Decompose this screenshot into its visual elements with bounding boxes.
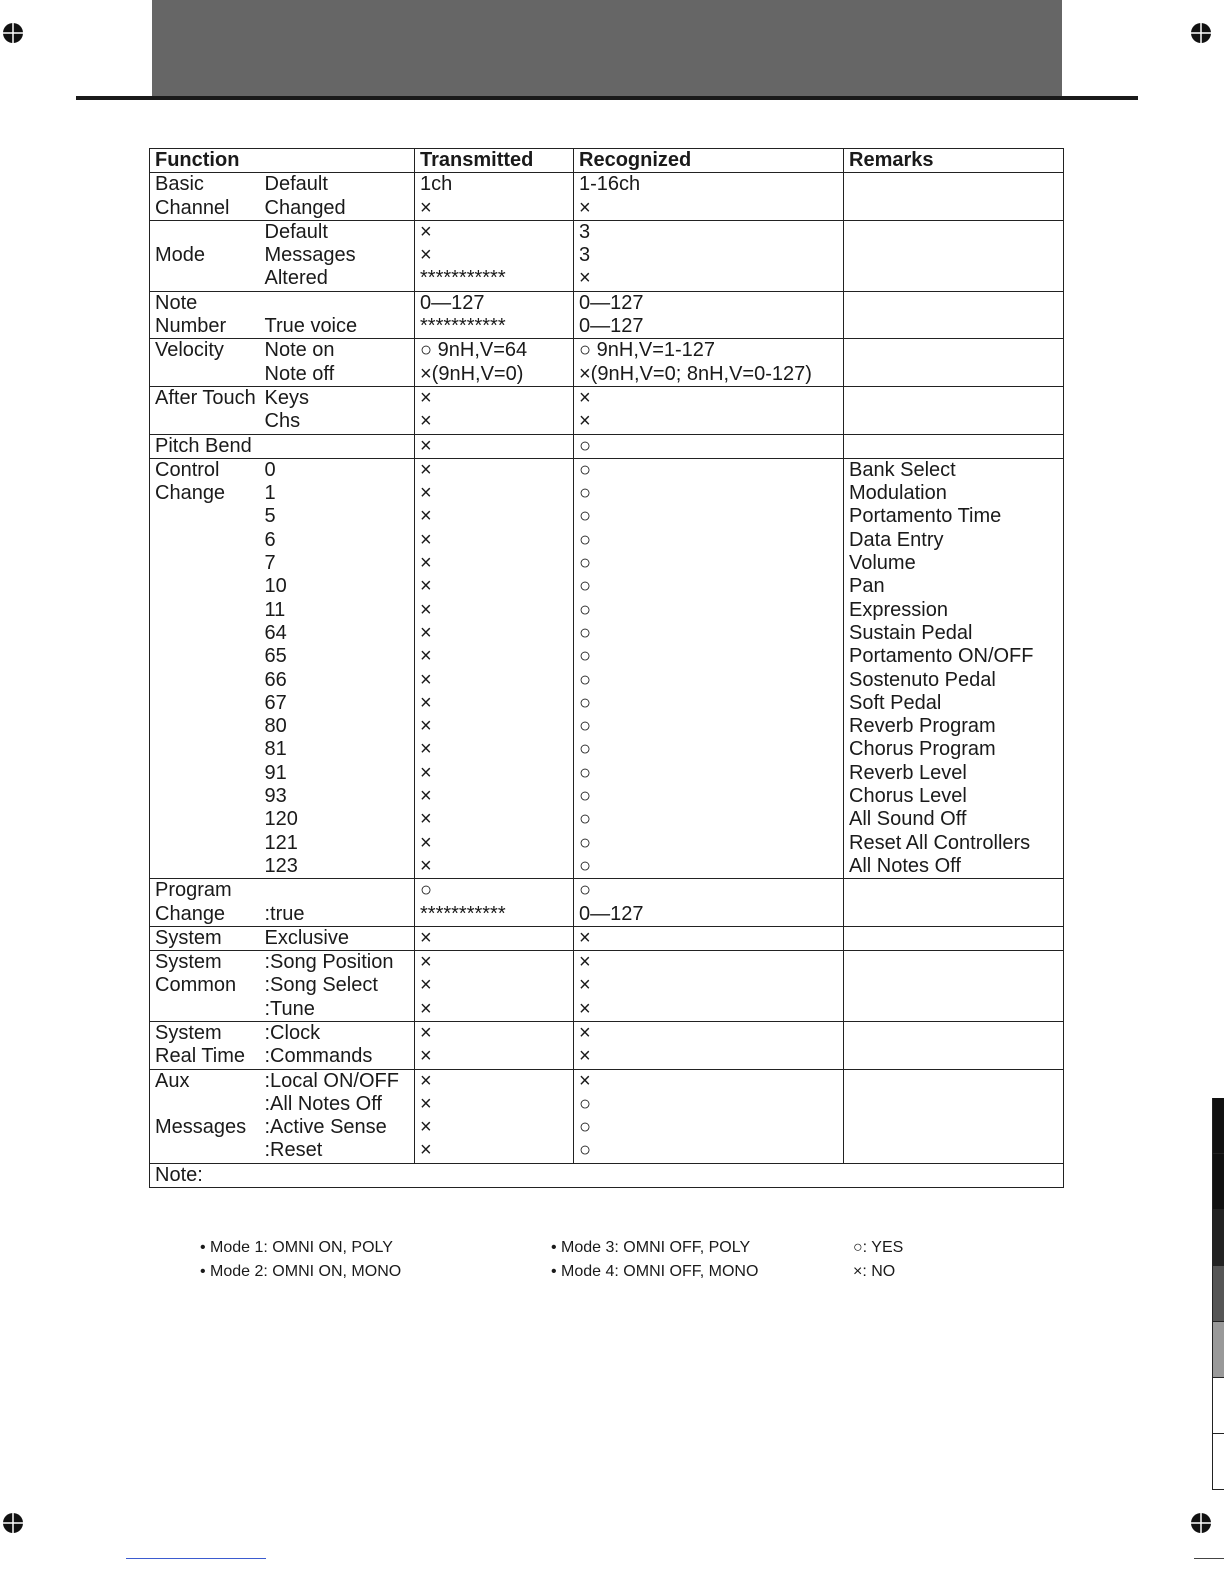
function-cell: Number	[150, 315, 260, 339]
table-row	[150, 692, 1064, 715]
function-cell	[150, 738, 260, 761]
remarks-cell	[844, 1139, 1064, 1163]
table-row	[150, 1021, 1064, 1045]
table-row	[150, 552, 1064, 575]
chapter-tab	[1212, 1266, 1224, 1322]
subfunction-cell: 66	[264, 668, 287, 691]
transmitted-cell: ×	[415, 951, 574, 975]
table-row	[150, 715, 1064, 738]
recognized-cell: 0—127	[574, 291, 844, 315]
table-row	[150, 903, 1064, 927]
remarks-cell: Sustain Pedal	[844, 622, 1064, 645]
remarks-cell: Portamento ON/OFF	[844, 645, 1064, 668]
function-cell	[150, 832, 260, 855]
function-cell	[150, 410, 260, 434]
transmitted-cell: ***********	[415, 903, 574, 927]
table-row	[150, 505, 1064, 528]
recognized-cell: ○	[574, 808, 844, 831]
table-row	[150, 291, 1064, 315]
table-row	[150, 951, 1064, 975]
table-group	[150, 386, 1064, 434]
remarks-cell: Sostenuto Pedal	[844, 669, 1064, 692]
table-row	[150, 575, 1064, 598]
chapter-tab	[1212, 1210, 1224, 1266]
recognized-cell: ○	[574, 645, 844, 668]
function-cell: After Touch	[150, 386, 260, 410]
transmitted-cell: ×	[415, 1069, 574, 1093]
recognized-cell: ×	[574, 998, 844, 1022]
table-row	[150, 458, 1064, 482]
recognized-cell: ○	[574, 832, 844, 855]
table-row	[150, 832, 1064, 855]
table-row	[150, 1093, 1064, 1116]
transmitted-cell: ×	[415, 692, 574, 715]
remarks-cell	[844, 315, 1064, 339]
table-row	[150, 173, 1064, 197]
table-row	[150, 645, 1064, 668]
function-cell	[150, 1139, 260, 1163]
recognized-cell: ○	[574, 692, 844, 715]
function-cell: Basic	[150, 173, 260, 197]
table-row	[150, 529, 1064, 552]
table-row	[150, 669, 1064, 692]
remarks-cell: Chorus Program	[844, 738, 1064, 761]
bullet-icon: •	[200, 1263, 211, 1280]
remarks-cell: Pan	[844, 575, 1064, 598]
table-row	[150, 386, 1064, 410]
transmitted-cell: ×	[415, 434, 574, 458]
recognized-cell: ○	[574, 879, 844, 903]
remarks-cell: Reverb Level	[844, 762, 1064, 785]
table-group	[150, 1069, 1064, 1163]
transmitted-cell: ×	[415, 832, 574, 855]
note-row	[150, 1163, 1064, 1187]
transmitted-cell: ×	[415, 1093, 574, 1116]
table-row	[150, 1116, 1064, 1139]
subfunction-cell: Note on	[264, 339, 335, 362]
table-row	[150, 1045, 1064, 1069]
function-cell: Program	[150, 879, 260, 903]
table-row	[150, 1069, 1064, 1093]
registration-mark-icon	[1189, 21, 1213, 45]
transmitted-cell: ×	[415, 197, 574, 221]
function-cell	[150, 645, 260, 668]
header-remarks: Remarks	[844, 149, 1064, 173]
midi-implementation-table	[149, 148, 1064, 1188]
registration-mark-icon	[1, 21, 25, 45]
function-cell	[150, 998, 260, 1022]
remarks-cell: Volume	[844, 552, 1064, 575]
bullet-icon: •	[551, 1239, 562, 1256]
remarks-cell	[844, 1045, 1064, 1069]
table-row	[150, 244, 1064, 267]
chapter-tab	[1212, 1434, 1224, 1490]
subfunction-cell: 0	[264, 458, 276, 481]
recognized-cell: 3	[574, 244, 844, 267]
remarks-cell	[844, 410, 1064, 434]
remarks-cell	[844, 1069, 1064, 1093]
recognized-cell: 3	[574, 220, 844, 244]
remarks-cell	[844, 244, 1064, 267]
transmitted-cell: ×	[415, 482, 574, 505]
remarks-cell	[844, 386, 1064, 410]
recognized-cell: 0—127	[574, 315, 844, 339]
subfunction-cell: 120	[264, 808, 298, 831]
recognized-cell: ○	[574, 505, 844, 528]
subfunction-cell: Keys	[264, 386, 309, 409]
subfunction-cell: 10	[264, 575, 287, 598]
table-row	[150, 410, 1064, 434]
function-cell: Channel	[150, 197, 260, 221]
subfunction-cell: Default	[264, 220, 328, 243]
transmitted-cell: ×	[415, 220, 574, 244]
function-cell	[150, 669, 260, 692]
recognized-cell: ○	[574, 738, 844, 761]
table-row	[150, 363, 1064, 387]
remarks-cell: All Sound Off	[844, 808, 1064, 831]
function-cell: Aux	[150, 1069, 260, 1093]
bullet-icon: •	[551, 1263, 562, 1280]
table-row	[150, 434, 1064, 458]
table-group	[150, 926, 1064, 950]
transmitted-cell: ○ 9nH,V=64	[415, 339, 574, 363]
function-cell: Common	[150, 974, 260, 997]
recognized-cell: 0—127	[574, 903, 844, 927]
transmitted-cell: ×	[415, 808, 574, 831]
table-group	[150, 1021, 1064, 1069]
recognized-cell: ○	[574, 669, 844, 692]
subfunction-cell: :Tune	[264, 997, 315, 1020]
subfunction-cell: 6	[264, 528, 276, 551]
table-row	[150, 315, 1064, 339]
subfunction-cell: 121	[264, 831, 298, 854]
recognized-cell: ×	[574, 1045, 844, 1069]
remarks-cell	[844, 267, 1064, 291]
header-recognized: Recognized	[574, 149, 844, 173]
function-cell: Change	[150, 482, 260, 505]
subfunction-cell: 11	[264, 598, 286, 621]
subfunction-cell: True voice	[264, 315, 358, 338]
table-row	[150, 622, 1064, 645]
footer-rule	[1194, 1558, 1224, 1559]
function-cell: Pitch Bend	[150, 434, 260, 458]
registration-mark-icon	[1, 1511, 25, 1535]
recognized-cell: ○	[574, 434, 844, 458]
remarks-cell: Reverb Program	[844, 715, 1064, 738]
table-row	[150, 220, 1064, 244]
remarks-cell	[844, 291, 1064, 315]
recognized-cell: ○	[574, 762, 844, 785]
legend-mode-2: • Mode 2: OMNI ON, MONO	[200, 1263, 402, 1280]
table-row	[150, 1139, 1064, 1163]
transmitted-cell: ×	[415, 974, 574, 997]
table-group	[150, 291, 1064, 339]
function-cell: Control	[150, 458, 260, 482]
function-cell	[150, 1093, 260, 1116]
table-row	[150, 998, 1064, 1022]
recognized-cell: ×	[574, 410, 844, 434]
recognized-cell: ×(9nH,V=0; 8nH,V=0-127)	[574, 363, 844, 387]
table-group	[150, 220, 1064, 291]
transmitted-cell: ×	[415, 1045, 574, 1069]
transmitted-cell: ×	[415, 998, 574, 1022]
recognized-cell: ×	[574, 386, 844, 410]
recognized-cell: ×	[574, 926, 844, 950]
table-group	[150, 434, 1064, 458]
transmitted-cell: ×	[415, 599, 574, 622]
transmitted-cell: ×	[415, 505, 574, 528]
subfunction-cell: :Song Select	[264, 974, 378, 997]
chapter-tabs	[1212, 1098, 1224, 1490]
function-cell	[150, 715, 260, 738]
table-group	[150, 951, 1064, 1022]
transmitted-cell: ×	[415, 529, 574, 552]
subfunction-cell: 80	[264, 715, 287, 738]
remarks-cell	[844, 434, 1064, 458]
remarks-cell: Bank Select	[844, 458, 1064, 482]
recognized-cell: ○	[574, 599, 844, 622]
transmitted-cell: ×	[415, 715, 574, 738]
function-cell: System	[150, 1021, 260, 1045]
transmitted-cell: ×	[415, 386, 574, 410]
remarks-cell	[844, 339, 1064, 363]
function-cell	[150, 220, 260, 244]
legend-mode-4: • Mode 4: OMNI OFF, MONO	[551, 1263, 759, 1280]
transmitted-cell: ×	[415, 1021, 574, 1045]
legend-mode-1: • Mode 1: OMNI ON, POLY	[200, 1239, 393, 1256]
chapter-tab	[1212, 1378, 1224, 1434]
remarks-cell: All Notes Off	[844, 855, 1064, 879]
subfunction-cell: 81	[264, 738, 287, 761]
recognized-cell: ×	[574, 974, 844, 997]
remarks-cell: Expression	[844, 599, 1064, 622]
remarks-cell	[844, 1021, 1064, 1045]
remarks-cell: Modulation	[844, 482, 1064, 505]
recognized-cell: ○	[574, 785, 844, 808]
subfunction-cell: :Clock	[264, 1021, 321, 1044]
chapter-tab	[1212, 1154, 1224, 1210]
remarks-cell	[844, 197, 1064, 221]
chapter-tab	[1212, 1098, 1224, 1154]
table-group	[150, 339, 1064, 387]
transmitted-cell: ***********	[415, 315, 574, 339]
recognized-cell: ○	[574, 715, 844, 738]
transmitted-cell: ×	[415, 855, 574, 879]
recognized-cell: ○	[574, 1116, 844, 1139]
transmitted-cell: ×	[415, 552, 574, 575]
subfunction-cell: 93	[264, 785, 287, 808]
table-row	[150, 482, 1064, 505]
subfunction-cell: 64	[264, 621, 287, 644]
transmitted-cell: ×(9nH,V=0)	[415, 363, 574, 387]
subfunction-cell	[260, 434, 415, 458]
subfunction-cell: Chs	[264, 410, 301, 433]
table-row	[150, 738, 1064, 761]
transmitted-cell: ×	[415, 458, 574, 482]
transmitted-cell: ×	[415, 762, 574, 785]
transmitted-cell: ×	[415, 244, 574, 267]
registration-mark-icon	[1189, 1511, 1213, 1535]
subfunction-cell: 91	[264, 761, 287, 784]
recognized-cell: ○	[574, 482, 844, 505]
recognized-cell: ○	[574, 458, 844, 482]
header-rule	[76, 96, 1138, 100]
subfunction-cell: :Active Sense	[264, 1116, 387, 1139]
recognized-cell: ×	[574, 1021, 844, 1045]
remarks-cell	[844, 926, 1064, 950]
transmitted-cell: ○	[415, 879, 574, 903]
recognized-cell: ○	[574, 855, 844, 879]
remarks-cell	[844, 951, 1064, 975]
function-cell	[150, 267, 260, 291]
subfunction-cell: Note off	[264, 362, 335, 385]
remarks-cell	[844, 974, 1064, 997]
subfunction-cell: Default	[264, 173, 328, 196]
subfunction-cell: 67	[264, 691, 287, 714]
transmitted-cell: ×	[415, 785, 574, 808]
subfunction-cell	[260, 879, 415, 903]
table-group	[150, 879, 1064, 927]
table-group	[150, 173, 1064, 221]
recognized-cell: ×	[574, 197, 844, 221]
table-row	[150, 267, 1064, 291]
function-cell: Real Time	[150, 1045, 260, 1069]
table-row	[150, 808, 1064, 831]
remarks-cell	[844, 363, 1064, 387]
transmitted-cell: ×	[415, 1139, 574, 1163]
remarks-cell: Reset All Controllers	[844, 832, 1064, 855]
subfunction-cell: :Local ON/OFF	[264, 1069, 399, 1092]
table-row	[150, 339, 1064, 363]
header-function: Function	[150, 149, 415, 173]
function-cell	[150, 785, 260, 808]
table-group	[150, 458, 1064, 878]
remarks-cell	[844, 220, 1064, 244]
recognized-cell: ×	[574, 267, 844, 291]
function-cell	[150, 505, 260, 528]
remarks-cell: Data Entry	[844, 529, 1064, 552]
recognized-cell: ○	[574, 529, 844, 552]
subfunction-cell: :Reset	[264, 1139, 323, 1162]
function-cell	[150, 622, 260, 645]
transmitted-cell: ×	[415, 1116, 574, 1139]
transmitted-cell: ×	[415, 575, 574, 598]
recognized-cell: ○	[574, 575, 844, 598]
recognized-cell: ○	[574, 552, 844, 575]
recognized-cell: ○	[574, 1093, 844, 1116]
function-cell	[150, 575, 260, 598]
table-row	[150, 762, 1064, 785]
recognized-cell: ○ 9nH,V=1-127	[574, 339, 844, 363]
note-label: Note:	[150, 1163, 1064, 1187]
transmitted-cell: 0—127	[415, 291, 574, 315]
remarks-cell: Soft Pedal	[844, 692, 1064, 715]
recognized-cell: ×	[574, 1069, 844, 1093]
subfunction-cell: Changed	[264, 196, 346, 219]
remarks-cell	[844, 1116, 1064, 1139]
transmitted-cell: ***********	[415, 267, 574, 291]
table-header-row	[150, 149, 1064, 173]
remarks-cell	[844, 1093, 1064, 1116]
subfunction-cell	[260, 291, 415, 315]
subfunction-cell: Altered	[264, 267, 328, 290]
subfunction-cell: 65	[264, 645, 287, 668]
subfunction-cell: :Commands	[264, 1045, 373, 1068]
legend-yes: ○: YES	[853, 1239, 904, 1256]
table-row	[150, 599, 1064, 622]
function-cell	[150, 808, 260, 831]
remarks-cell: Chorus Level	[844, 785, 1064, 808]
chapter-tab	[1212, 1322, 1224, 1378]
footer-rule	[126, 1558, 266, 1559]
legend-no: ×: NO	[853, 1263, 896, 1280]
function-cell: Change	[150, 903, 260, 927]
function-cell: System	[150, 951, 260, 975]
header-transmitted: Transmitted	[415, 149, 574, 173]
subfunction-cell: :true	[264, 902, 305, 925]
function-cell	[150, 552, 260, 575]
header-band	[152, 0, 1062, 96]
table-row	[150, 926, 1064, 950]
subfunction-cell: 123	[264, 854, 298, 877]
transmitted-cell: ×	[415, 669, 574, 692]
table-row	[150, 879, 1064, 903]
table-row	[150, 855, 1064, 879]
function-cell	[150, 762, 260, 785]
transmitted-cell: ×	[415, 738, 574, 761]
function-cell: Note	[150, 291, 260, 315]
subfunction-cell: 7	[264, 552, 276, 575]
table-row	[150, 974, 1064, 997]
function-cell: Messages	[150, 1116, 260, 1139]
table-row	[150, 785, 1064, 808]
function-cell	[150, 855, 260, 879]
subfunction-cell: 1	[264, 482, 276, 505]
function-cell: Velocity	[150, 339, 260, 363]
transmitted-cell: 1ch	[415, 173, 574, 197]
function-cell	[150, 692, 260, 715]
transmitted-cell: ×	[415, 622, 574, 645]
remarks-cell	[844, 173, 1064, 197]
recognized-cell: 1-16ch	[574, 173, 844, 197]
legend-mode-3: • Mode 3: OMNI OFF, POLY	[551, 1239, 751, 1256]
recognized-cell: ○	[574, 1139, 844, 1163]
subfunction-cell: :All Notes Off	[264, 1092, 382, 1115]
remarks-cell	[844, 998, 1064, 1022]
function-cell	[150, 363, 260, 387]
table-row	[150, 197, 1064, 221]
subfunction-cell: Exclusive	[264, 926, 349, 949]
subfunction-cell: 5	[264, 505, 276, 528]
transmitted-cell: ×	[415, 645, 574, 668]
function-cell: System	[150, 926, 260, 950]
function-cell: Mode	[150, 244, 260, 267]
recognized-cell: ×	[574, 951, 844, 975]
function-cell	[150, 529, 260, 552]
remarks-cell	[844, 879, 1064, 903]
transmitted-cell: ×	[415, 926, 574, 950]
subfunction-cell: Messages	[264, 244, 356, 267]
recognized-cell: ○	[574, 622, 844, 645]
function-cell	[150, 599, 260, 622]
bullet-icon: •	[200, 1239, 211, 1256]
transmitted-cell: ×	[415, 410, 574, 434]
remarks-cell	[844, 903, 1064, 927]
remarks-cell: Portamento Time	[844, 505, 1064, 528]
subfunction-cell: :Song Position	[264, 951, 394, 974]
